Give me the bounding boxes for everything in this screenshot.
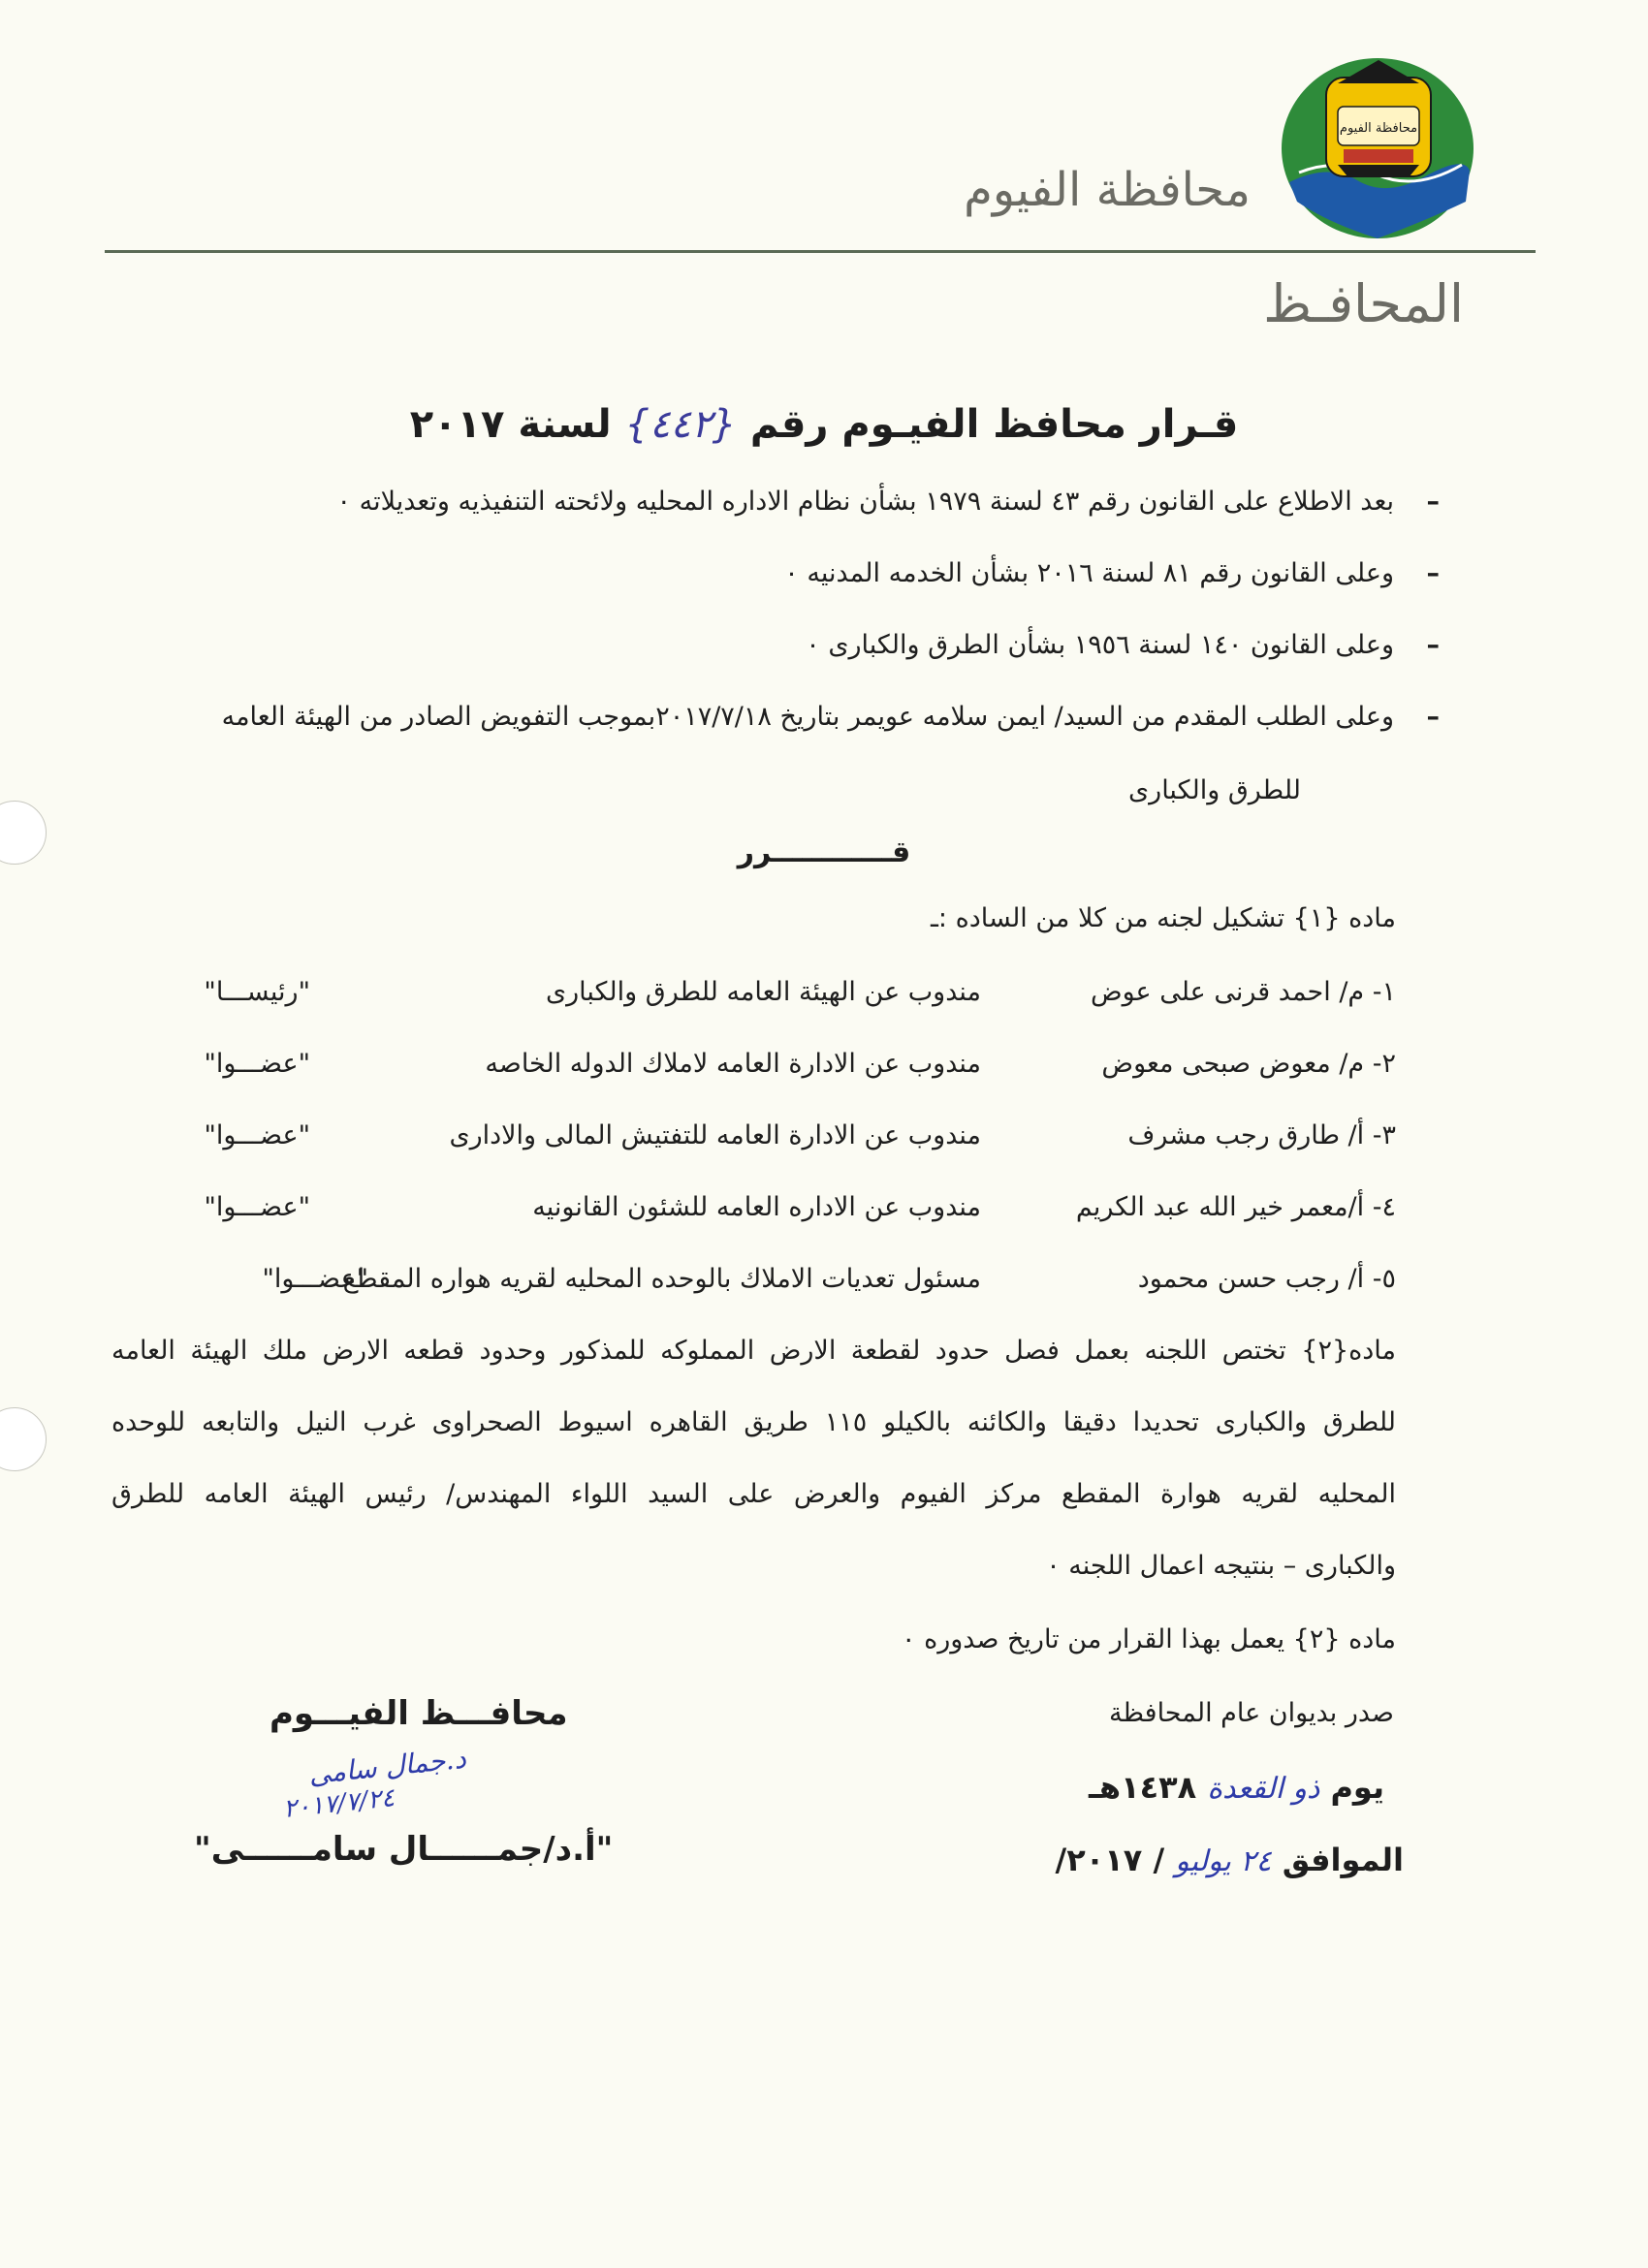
handwritten-signature-date: ٢٠١٧/٧/٢٤ xyxy=(281,1783,396,1824)
member-name: ١- م/ احمد قرنى على عوض xyxy=(1090,977,1396,1007)
article-2-last-line: والكبارى – بنتيجه اعمال اللجنه ٠ xyxy=(1046,1551,1396,1581)
decides-heading: قــــــــــــرر xyxy=(737,835,911,869)
handwritten-gregorian-day: ٢٤ يوليو xyxy=(1175,1844,1272,1878)
member-position: "عضـــوا" xyxy=(262,1264,368,1294)
signature-title: محافـــظ الفيـــوم xyxy=(269,1694,568,1733)
header-divider xyxy=(105,250,1536,253)
member-role: مندوب عن الادارة العامه للتفتيش المالى والادارى xyxy=(449,1120,981,1150)
article-3: ماده {٢} يعمل بهذا القرار من تاريخ صدوره ٠ xyxy=(901,1624,1396,1654)
signatory-name: "أ.د/جمــــــال سامــــــى" xyxy=(194,1830,614,1869)
member-role: مسئول تعديات الاملاك بالوحده المحليه لقريه هواره المقطع xyxy=(342,1264,981,1294)
hijri-year: ١٤٣٨هـ xyxy=(1088,1769,1197,1806)
governor-title: المحافـظ xyxy=(1263,273,1464,334)
preamble-item: وعلى القانون رقم ٨١ لسنة ٢٠١٦ بشأن الخدمه المدنيه ٠ xyxy=(784,558,1394,588)
preamble-item: وعلى القانون ١٤٠ لسنة ١٩٥٦ بشأن الطرق والكبارى ٠ xyxy=(806,630,1394,660)
decree-title-prefix: قـرار محافظ الفيـوم رقم xyxy=(749,402,1239,447)
bullet-dash: – xyxy=(1426,558,1440,588)
day-label: يوم xyxy=(1330,1769,1384,1806)
member-name: ٢- م/ معوض صبحى معوض xyxy=(1101,1049,1396,1079)
fayoum-seal-emblem xyxy=(1280,56,1475,240)
decree-title xyxy=(0,402,1648,447)
seal-text: محافظة الفيوم xyxy=(1339,121,1418,136)
preamble-item: بعد الاطلاع على القانون رقم ٤٣ لسنة ١٩٧٩ بشأن نظام الاداره المحليه ولائحته التنفيذيه وتعديلاته ٠ xyxy=(336,487,1394,517)
issued-at: صدر بديوان عام المحافظة xyxy=(1109,1698,1394,1728)
member-name: ٥- أ/ رجب حسن محمود xyxy=(1137,1264,1396,1294)
corresponding-label: الموافق xyxy=(1282,1842,1404,1878)
article-2-line: ماده{٢} تختص اللجنه بعمل فصل حدود لقطعة الارض المملوكه للمذكور وحدود قطعه الارض ملك الهيئة العامه xyxy=(111,1336,1396,1366)
article-1-intro: ماده {١} تشكيل لجنه من كلا من الساده :ـ xyxy=(931,903,1396,933)
bullet-dash: – xyxy=(1426,630,1440,660)
member-position: "عضـــوا" xyxy=(204,1120,310,1150)
article-2-line: للطرق والكبارى تحديدا دقيقا والكائنه بالكيلو ١١٥ طريق القاهره اسيوط الصحراوى غرب النيل والتابعه للوحده xyxy=(111,1407,1396,1437)
corresponding-year: / ٢٠١٧/ xyxy=(1055,1842,1165,1878)
gregorian-date-line xyxy=(1056,1842,1405,1878)
article-2-line: المحليه لقريه هوارة المقطع مركز الفيوم والعرض على السيد اللواء المهندس/ رئيس الهيئة العامه للطرق xyxy=(111,1479,1396,1509)
member-name: ٣- أ/ طارق رجب مشرف xyxy=(1127,1120,1396,1150)
bullet-dash: – xyxy=(1426,702,1440,732)
decree-title-suffix: لسنة ٢٠١٧ xyxy=(409,402,612,447)
preamble-continuation: للطرق والكبارى xyxy=(1128,775,1301,805)
handwritten-signature: د.جمال سامى xyxy=(306,1742,468,1791)
governorate-name: محافظة الفيوم xyxy=(964,163,1251,217)
member-position: "عضـــوا" xyxy=(204,1049,310,1079)
member-role: مندوب عن الهيئة العامه للطرق والكبارى xyxy=(545,977,981,1007)
member-position: "عضـــوا" xyxy=(204,1192,310,1222)
bullet-dash: – xyxy=(1426,487,1440,517)
member-name: ٤- أ/معمر خير الله عبد الكريم xyxy=(1075,1192,1396,1222)
handwritten-hijri-month: ذو القعدة xyxy=(1207,1772,1320,1806)
preamble-item: وعلى الطلب المقدم من السيد/ ايمن سلامه عويمر بتاريخ ٢٠١٧/٧/١٨بموجب التفويض الصادر من الهيئة العامه xyxy=(221,702,1394,732)
member-role: مندوب عن الادارة العامه لاملاك الدوله الخاصه xyxy=(485,1049,981,1079)
hijri-date-line xyxy=(1089,1769,1384,1806)
member-position: "رئيســـا" xyxy=(204,977,310,1007)
decree-number: {٤٤٢} xyxy=(624,402,737,447)
member-role: مندوب عن الاداره العامه للشئون القانونيه xyxy=(532,1192,981,1222)
punch-hole xyxy=(0,1407,47,1471)
